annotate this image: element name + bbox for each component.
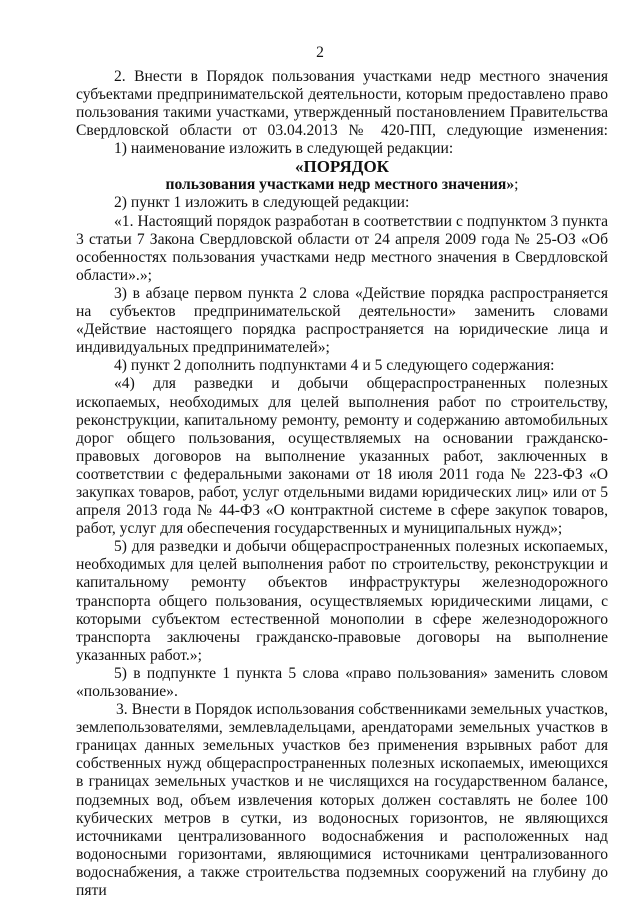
paragraph-subitem-4: «4) для разведки и добычи общераспространенных полезных ископаемых, необходимых для целей выполнения работ по строительству, реконструкции, капитальному ремонту, ремонту и содержанию автомобильных дорог общего пользования, осуществляемых на основании гражданско-правовых договоров на выполнение указанных работ, заключенных в соответствии с федеральными законами от 18 июля 2011 года № 223-ФЗ «О закупках товаров, работ, услуг отдельными видами юридических лиц» или от 5 апреля 2013 года № 44-ФЗ «О контрактной системе в сфере закупок товаров, работ, услуг для обеспечения государственных и муниципальных нужд»; [76, 375, 608, 538]
procedure-subtitle-text: пользования участками недр местного значения» [165, 176, 515, 194]
procedure-title: «ПОРЯДОК [294, 157, 389, 177]
paragraph-amend-procedure: 2. Внести в Порядок пользования участками недр местного значения субъектами предпринимательской деятельности, которым предоставлено право пользования такими участками, утвержденный постановлением Правительства Свердловской области от 03.04.2013 № 420-ПП, следующие изменения: [76, 68, 608, 140]
document-body [76, 68, 608, 900]
procedure-subtitle [76, 176, 608, 194]
procedure-subtitle-tail: ; [514, 176, 519, 194]
paragraph-subitem-5: 5) для разведки и добычи общераспространенных полезных ископаемых, необходимых для целей выполнения работ по строительству, реконструкции и капитальному ремонту объектов инфраструктуры железнодорожного транспорта общего пользования, осуществляемых юридическими лицами, с которыми субъектом естественной монополии в сфере железнодорожного транспорта заключены гражданско-правовые договоры на выполнение указанных работ.»; [76, 538, 608, 664]
paragraph-item-2: 2) пункт 1 изложить в следующей редакции: [114, 194, 410, 212]
paragraph-item-5: 5) в подпункте 1 пункта 5 слова «право пользования» заменить словом «пользование». [76, 664, 608, 700]
paragraph-item-1: 1) наименование изложить в следующей редакции: [114, 140, 454, 158]
paragraph-item-3: 3) в абзаце первом пункта 2 слова «Действие порядка распространяется на субъектов предпринимательской деятельности» заменить словами «Действие настоящего порядка распространяется на юридические лица и индивидуальных предпринимателей»; [76, 284, 608, 357]
paragraph-item-4: 4) пункт 2 дополнить подпунктами 4 и 5 следующего содержания: [114, 357, 555, 375]
paragraph-amend-usage-procedure: 3. Внести в Порядок использования собственниками земельных участков, землепользователями, землевладельцами, арендаторами земельных участков в границах данных земельных участков без применения взрывных работ для собственных нужд общераспространенных полезных ископаемых, имеющихся в границах земельных участков и не числящихся на государственном балансе, подземных вод, объем извлечения которых должен составлять не более 100 кубических метров в сутки, из водоносных горизонтов, не являющихся источниками централизованного водоснабжения и расположенных над водоносными горизонтами, являющимися источниками централизованного водоснабжения, а также строительства подземных сооружений на глубину до пяти [76, 701, 608, 900]
page-number: 2 [316, 44, 324, 61]
paragraph-new-item-1: «1. Настоящий порядок разработан в соответствии с подпунктом 3 пункта 3 статьи 7 Закона Свердловской области от 24 апреля 2009 года № 25-ОЗ «Об особенностях пользования участками недр местного значения в Свердловской области».»; [76, 212, 608, 284]
